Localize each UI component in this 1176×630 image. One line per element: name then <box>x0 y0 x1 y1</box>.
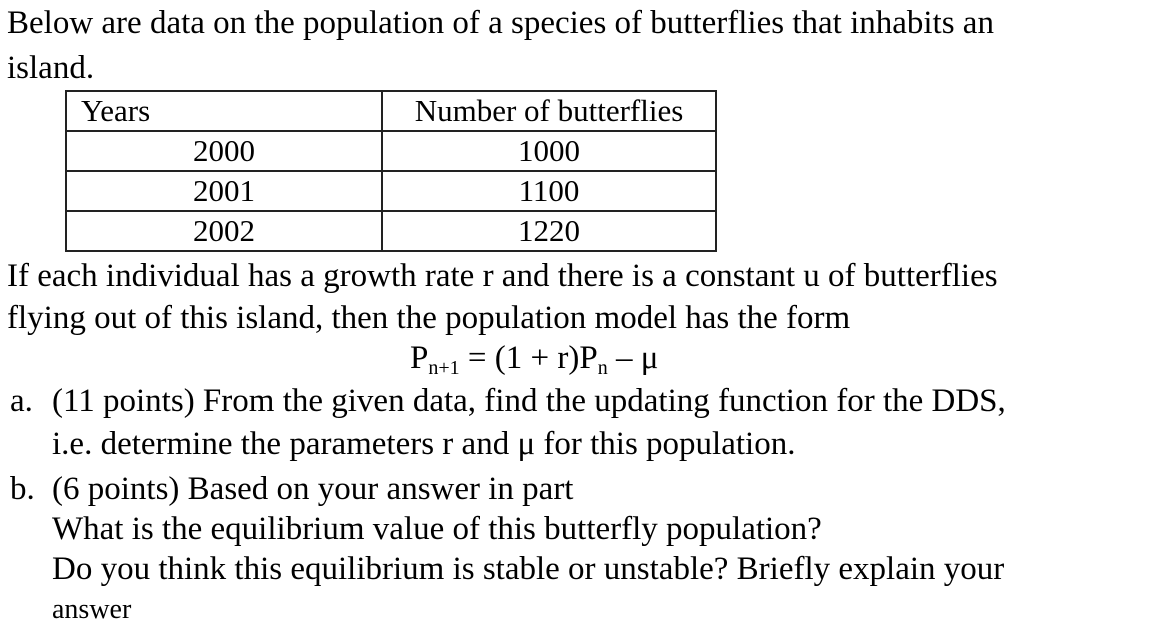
formula-p1: P <box>410 340 429 376</box>
question-b-line-4: answer <box>52 594 132 625</box>
formula-sub2: n <box>597 357 608 379</box>
year-cell: 2002 <box>66 211 382 251</box>
count-cell: 1100 <box>382 171 716 211</box>
model-line-2: flying out of this island, then the population model has the form <box>7 300 851 336</box>
table-row <box>66 211 716 251</box>
intro-line-1: Below are data on the population of a species of butterflies that inhabits an <box>7 5 994 41</box>
table-header-row <box>66 91 716 131</box>
population-formula <box>410 338 658 378</box>
table-row <box>66 171 716 211</box>
count-cell: 1220 <box>382 211 716 251</box>
question-a-marker: a. <box>10 383 33 419</box>
table-row <box>66 131 716 171</box>
formula-end: – μ <box>607 340 659 376</box>
header-number-of-butterflies: Number of butterflies <box>382 91 716 131</box>
question-b-line-3: Do you think this equilibrium is stable or unstable? Briefly explain your <box>52 551 1005 587</box>
question-a-line-1: (11 points) From the given data, find the updating function for the DDS, <box>52 383 1006 419</box>
model-line-1: If each individual has a growth rate r and there is a constant u of butterflies <box>7 258 998 294</box>
question-a-line-2: i.e. determine the parameters r and μ for this population. <box>52 426 796 462</box>
formula-mid: = (1 + r)P <box>459 340 598 376</box>
formula-sub1: n+1 <box>428 357 460 379</box>
question-b-line-1: (6 points) Based on your answer in part <box>52 471 574 507</box>
year-cell: 2000 <box>66 131 382 171</box>
year-cell: 2001 <box>66 171 382 211</box>
header-years: Years <box>66 91 382 131</box>
population-table <box>65 90 717 252</box>
question-b-marker: b. <box>10 471 35 507</box>
count-cell: 1000 <box>382 131 716 171</box>
intro-line-2: island. <box>7 50 95 86</box>
question-b-line-2: What is the equilibrium value of this butterfly population? <box>52 511 822 547</box>
